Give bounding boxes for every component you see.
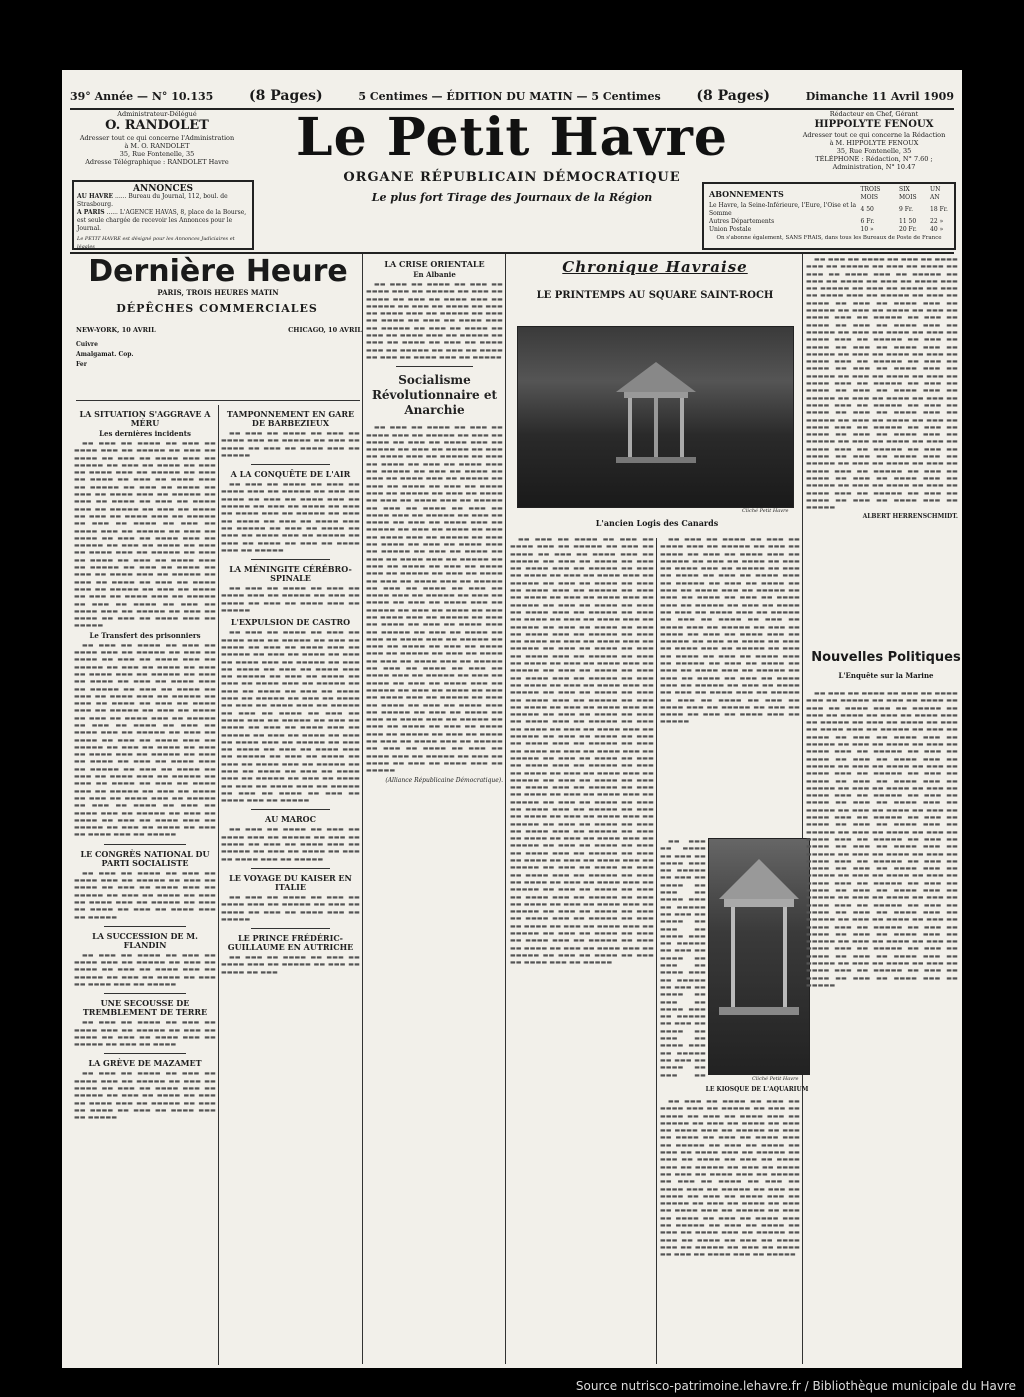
separator [251,868,330,869]
separator [104,926,186,927]
paris-text: L'AGENCE HAVAS, 8, place de la Bourse, est seule chargée de recevoir les Annonces pour le Journal. [77,209,247,232]
abo-cell: 18 Fr. [930,206,948,213]
text-block: ▬▬ ▬▬▬ ▬▬ ▬▬▬▬ ▬▬ ▬▬▬ ▬▬ ▬▬▬▬ ▬▬▬ ▬▬ ▬▬▬▬▬ ▬▬ ▬▬▬ ▬▬ ▬▬▬▬ ▬▬ ▬▬▬ ▬▬ ▬▬▬▬ ▬▬▬ ▬▬ ▬▬▬▬▬ ▬▬ ▬▬▬ ▬▬ ▬▬▬▬ ▬▬ ▬▬▬ ▬▬ ▬▬▬▬ ▬▬▬ ▬▬ ▬▬▬▬▬ ▬▬ ▬▬▬ ▬▬ ▬▬▬▬ ▬▬ ▬▬▬ ▬▬ ▬▬▬▬ ▬▬▬ ▬▬ ▬▬▬▬▬ ▬▬ ▬▬▬ ▬▬ ▬▬▬▬ ▬▬ ▬▬▬ ▬▬ ▬▬▬▬ ▬▬▬ ▬▬ ▬▬▬▬▬ ▬▬ ▬▬▬ ▬▬ ▬▬▬▬ ▬▬ ▬▬▬ ▬▬ ▬▬▬▬ ▬▬▬ ▬▬ ▬▬▬▬▬ ▬▬ ▬▬▬ ▬▬ ▬▬▬▬ ▬▬ ▬▬▬ ▬▬ ▬▬▬▬ ▬▬▬ ▬▬ ▬▬▬▬▬ ▬▬ ▬▬▬ ▬▬ ▬▬▬▬ ▬▬ ▬▬▬ ▬▬ ▬▬▬▬ ▬▬▬ ▬▬ ▬▬▬▬▬ ▬▬ ▬▬▬ ▬▬ ▬▬▬▬ ▬▬ ▬▬▬ ▬▬ ▬▬▬▬ ▬▬▬ ▬▬ ▬▬▬▬▬ ▬▬ ▬▬▬ ▬▬ ▬▬▬▬ ▬▬ ▬▬▬ ▬▬ ▬▬▬▬ ▬▬▬ ▬▬ ▬▬▬▬▬ ▬▬ ▬▬▬ ▬▬ ▬▬▬▬ ▬▬ ▬▬▬ ▬▬ ▬▬▬▬ ▬▬▬ ▬▬ ▬▬▬▬▬ ▬▬ ▬▬▬ ▬▬ ▬▬▬▬ ▬▬ ▬▬▬ ▬▬ ▬▬▬▬ ▬▬▬ ▬▬ ▬▬▬▬▬ ▬▬ ▬▬▬ ▬▬ ▬▬▬▬ ▬▬ ▬▬▬ ▬▬ ▬▬▬▬ ▬▬▬ ▬▬ ▬▬▬▬▬ ▬▬ ▬▬▬ ▬▬ ▬▬▬▬ ▬▬ ▬▬▬ ▬▬ ▬▬▬▬ ▬▬▬ ▬▬ ▬▬▬▬▬ ▬▬ ▬▬▬ ▬▬ ▬▬▬▬ ▬▬ ▬▬▬ ▬▬ ▬▬▬▬ ▬▬▬ ▬▬ ▬▬▬▬▬ [221,629,360,805]
editor-line-4: TÉLÉPHONE : Rédaction, N° 7.60 ; Administration, N° 10.47 [815,155,933,171]
annonces-paris: A PARIS ...... L'AGENCE HAVAS, 8, place de la Bourse, est seule chargée de recevoir les Annonces pour le Journal. [77,209,247,232]
administrator-name: O. RANDOLET [105,118,209,133]
text-block: ▬▬ ▬▬▬ ▬▬ ▬▬▬▬ ▬▬ ▬▬▬ ▬▬ ▬▬▬▬ ▬▬▬ ▬▬ ▬▬▬▬▬ ▬▬ ▬▬▬ ▬▬ ▬▬▬▬ ▬▬ ▬▬▬ ▬▬ ▬▬▬▬ ▬▬▬ ▬▬ ▬▬▬▬▬ [221,893,360,923]
abonnements-table [707,186,951,234]
chicago-label: CHICAGO, 10 AVRIL [288,326,362,334]
chronique-subtitle: LE PRINTEMPS AU SQUARE SAINT-ROCH [536,290,774,301]
issue-date: Dimanche 11 Avril 1909 [805,89,954,103]
column-3 [366,256,503,1361]
abo-row-label: Autres Départements [709,218,775,225]
alliance-signature: (Alliance Républicaine Démocratique). [385,776,503,784]
text-block: ▬▬ ▬▬▬ ▬▬ ▬▬▬▬ ▬▬ ▬▬▬ ▬▬ ▬▬▬▬ ▬▬▬ ▬▬ ▬▬▬▬▬ ▬▬ ▬▬▬ ▬▬ ▬▬▬▬ ▬▬ ▬▬▬ ▬▬ ▬▬▬▬ ▬▬▬ ▬▬ ▬▬▬▬▬ ▬▬ ▬▬▬ ▬▬ ▬▬▬▬ ▬▬ ▬▬▬ ▬▬ ▬▬▬▬ ▬▬▬ ▬▬ ▬▬▬▬▬ ▬▬ ▬▬▬ ▬▬ ▬▬▬▬ ▬▬ ▬▬▬ ▬▬ ▬▬▬▬ ▬▬▬ ▬▬ ▬▬▬▬▬ ▬▬ ▬▬▬ ▬▬ ▬▬▬▬ ▬▬ ▬▬▬ ▬▬ ▬▬▬▬ ▬▬▬ ▬▬ ▬▬▬▬▬ ▬▬ ▬▬▬ ▬▬ ▬▬▬▬ ▬▬ ▬▬▬ ▬▬ ▬▬▬▬ ▬▬▬ ▬▬ ▬▬▬▬▬ ▬▬ ▬▬▬ ▬▬ ▬▬▬▬ ▬▬ ▬▬▬ ▬▬ ▬▬▬▬ ▬▬▬ ▬▬ ▬▬▬▬▬ ▬▬ ▬▬▬ ▬▬ ▬▬▬▬ ▬▬ ▬▬▬ ▬▬ ▬▬▬▬ ▬▬▬ ▬▬ ▬▬▬▬▬ ▬▬ ▬▬▬ ▬▬ ▬▬▬▬ ▬▬ ▬▬▬ ▬▬ ▬▬▬▬ ▬▬▬ ▬▬ ▬▬▬▬▬ ▬▬ ▬▬▬ ▬▬ ▬▬▬▬ ▬▬ ▬▬▬ ▬▬ ▬▬▬▬ ▬▬▬ ▬▬ ▬▬▬▬▬ ▬▬ ▬▬▬ ▬▬ ▬▬▬▬ ▬▬ ▬▬▬ ▬▬ ▬▬▬▬ ▬▬▬ ▬▬ ▬▬▬▬▬ ▬▬ ▬▬▬ ▬▬ ▬▬▬▬ ▬▬ ▬▬▬ ▬▬ ▬▬▬▬ ▬▬▬ ▬▬ ▬▬▬▬▬ ▬▬ ▬▬▬ ▬▬ ▬▬▬▬ ▬▬ ▬▬▬ ▬▬ ▬▬▬▬ ▬▬▬ ▬▬ ▬▬▬▬▬ ▬▬ ▬▬▬ ▬▬ ▬▬▬▬ ▬▬ ▬▬▬ ▬▬ ▬▬▬▬ ▬▬▬ ▬▬ ▬▬▬▬▬ [660,1098,800,1259]
masthead-tagline: Le plus fort Tirage des Journaux de la Région [371,191,653,204]
administrator-role: Administrateur-Délégué [117,110,197,118]
text-block: ▬▬ ▬▬▬ ▬▬ ▬▬▬▬ ▬▬ ▬▬▬ ▬▬ ▬▬▬▬ ▬▬▬ ▬▬ ▬▬▬▬▬ ▬▬ ▬▬▬ ▬▬ ▬▬▬▬ ▬▬ ▬▬▬ ▬▬ ▬▬▬▬ ▬▬▬ ▬▬ ▬▬▬▬▬ ▬▬ ▬▬▬ ▬▬ ▬▬▬▬ ▬▬ ▬▬▬ ▬▬ ▬▬▬▬ ▬▬▬ ▬▬ ▬▬▬▬▬ ▬▬ ▬▬▬ ▬▬ ▬▬▬▬ ▬▬ ▬▬▬ ▬▬ ▬▬▬▬ ▬▬▬ ▬▬ ▬▬▬▬▬ ▬▬ ▬▬▬ ▬▬ ▬▬▬▬ ▬▬ ▬▬▬ ▬▬ ▬▬▬▬ ▬▬▬ ▬▬ ▬▬▬▬▬ ▬▬ ▬▬▬ ▬▬ ▬▬▬▬ ▬▬ ▬▬▬ ▬▬ ▬▬▬▬ ▬▬▬ ▬▬ ▬▬▬▬▬ ▬▬ ▬▬▬ ▬▬ ▬▬▬▬ ▬▬ ▬▬▬ ▬▬ ▬▬▬▬ ▬▬▬ ▬▬ ▬▬▬▬▬ ▬▬ ▬▬▬ ▬▬ ▬▬▬▬ ▬▬ ▬▬▬ ▬▬ ▬▬▬▬ ▬▬▬ ▬▬ ▬▬▬▬▬ ▬▬ ▬▬▬ ▬▬ ▬▬▬▬ ▬▬ ▬▬▬ ▬▬ ▬▬▬▬ ▬▬▬ ▬▬ ▬▬▬▬▬ ▬▬ ▬▬▬ ▬▬ ▬▬▬▬ ▬▬ ▬▬▬ ▬▬ ▬▬▬▬ ▬▬▬ ▬▬ ▬▬▬▬▬ ▬▬ ▬▬▬ ▬▬ ▬▬▬▬ ▬▬ ▬▬▬ ▬▬ ▬▬▬▬ ▬▬▬ ▬▬ ▬▬▬▬▬ ▬▬ ▬▬▬ ▬▬ ▬▬▬▬ ▬▬ ▬▬▬ ▬▬ ▬▬▬▬ ▬▬▬ ▬▬ ▬▬▬▬▬ ▬▬ ▬▬▬ ▬▬ ▬▬▬▬ ▬▬ ▬▬▬ ▬▬ ▬▬▬▬ ▬▬▬ ▬▬ ▬▬▬▬▬ ▬▬ ▬▬▬ ▬▬ ▬▬▬▬ ▬▬ ▬▬▬ ▬▬ ▬▬▬▬ ▬▬▬ ▬▬ ▬▬▬▬▬ ▬▬ ▬▬▬ ▬▬ ▬▬▬▬ ▬▬ ▬▬▬ ▬▬ ▬▬▬▬ ▬▬▬ ▬▬ ▬▬▬▬▬ ▬▬ ▬▬▬ ▬▬ ▬▬▬▬ ▬▬ ▬▬▬ ▬▬ ▬▬▬▬ ▬▬▬ ▬▬ ▬▬▬▬▬ ▬▬ ▬▬▬ ▬▬ ▬▬▬▬ ▬▬ ▬▬▬ ▬▬ ▬▬▬▬ ▬▬▬ ▬▬ ▬▬▬▬▬ ▬▬ ▬▬▬ ▬▬ ▬▬▬▬ ▬▬ ▬▬▬ ▬▬ ▬▬▬▬ ▬▬▬ ▬▬ ▬▬▬▬▬ ▬▬ ▬▬▬ ▬▬ ▬▬▬▬ ▬▬ ▬▬▬ ▬▬ ▬▬▬▬ ▬▬▬ ▬▬ ▬▬▬▬▬ ▬▬ ▬▬▬ ▬▬ ▬▬▬▬ ▬▬ ▬▬▬ ▬▬ ▬▬▬▬ ▬▬▬ ▬▬ ▬▬▬▬▬ ▬▬ ▬▬▬ ▬▬ ▬▬▬▬ ▬▬ ▬▬▬ ▬▬ ▬▬▬▬ ▬▬▬ ▬▬ ▬▬▬▬▬ ▬▬ ▬▬▬ ▬▬ ▬▬▬▬ ▬▬ ▬▬▬ ▬▬ ▬▬▬▬ ▬▬▬ ▬▬ ▬▬▬▬▬ ▬▬ ▬▬▬ ▬▬ ▬▬▬▬ ▬▬ ▬▬▬ ▬▬ ▬▬▬▬ ▬▬▬ ▬▬ ▬▬▬▬▬ ▬▬ ▬▬▬ ▬▬ ▬▬▬▬ ▬▬ ▬▬▬ ▬▬ ▬▬▬▬ ▬▬▬ ▬▬ ▬▬▬▬▬ ▬▬ ▬▬▬ ▬▬ ▬▬▬▬ ▬▬ ▬▬▬ ▬▬ ▬▬▬▬ ▬▬▬ ▬▬ ▬▬▬▬▬ ▬▬ ▬▬▬ ▬▬ ▬▬▬▬ ▬▬ ▬▬▬ ▬▬ ▬▬▬▬ ▬▬▬ ▬▬ ▬▬▬▬▬ ▬▬ ▬▬▬ ▬▬ ▬▬▬▬ ▬▬ ▬▬▬ ▬▬ ▬▬▬▬ ▬▬▬ ▬▬ ▬▬▬▬▬ ▬▬ ▬▬▬ ▬▬ ▬▬▬▬ ▬▬ ▬▬▬ ▬▬ ▬▬▬▬ ▬▬▬ ▬▬ ▬▬▬▬▬ ▬▬ ▬▬▬ ▬▬ ▬▬▬▬ ▬▬ ▬▬▬ ▬▬ ▬▬▬▬ ▬▬▬ ▬▬ ▬▬▬▬▬ ▬▬ ▬▬▬ ▬▬ ▬▬▬▬ ▬▬ ▬▬▬ ▬▬ ▬▬▬▬ ▬▬▬ ▬▬ ▬▬▬▬▬ ▬▬ ▬▬▬ ▬▬ ▬▬▬▬ ▬▬ ▬▬▬ ▬▬ ▬▬▬▬ ▬▬▬ ▬▬ ▬▬▬▬▬ ▬▬ ▬▬▬ ▬▬ ▬▬▬▬ ▬▬ ▬▬▬ ▬▬ ▬▬▬▬ ▬▬▬ ▬▬ ▬▬▬▬▬ ▬▬ ▬▬▬ ▬▬ ▬▬▬▬ ▬▬ ▬▬▬ ▬▬ ▬▬▬▬ ▬▬▬ ▬▬ ▬▬▬▬▬ ▬▬ ▬▬▬ ▬▬ ▬▬▬▬ ▬▬ ▬▬▬ ▬▬ ▬▬▬▬ ▬▬▬ ▬▬ ▬▬▬▬▬ ▬▬ ▬▬▬ ▬▬ ▬▬▬▬ ▬▬ ▬▬▬ ▬▬ ▬▬▬▬ ▬▬▬ ▬▬ ▬▬▬▬▬ ▬▬ ▬▬▬ ▬▬ ▬▬▬▬ ▬▬ ▬▬▬ ▬▬ ▬▬▬▬ ▬▬▬ ▬▬ ▬▬▬▬▬ ▬▬ ▬▬▬ ▬▬ ▬▬▬▬ ▬▬ ▬▬▬ ▬▬ ▬▬▬▬ ▬▬▬ ▬▬ ▬▬▬▬▬ ▬▬ ▬▬▬ ▬▬ ▬▬▬▬ ▬▬ ▬▬▬ ▬▬ ▬▬▬▬ ▬▬▬ ▬▬ ▬▬▬▬▬ ▬▬ ▬▬▬ ▬▬ ▬▬▬▬ ▬▬ ▬▬▬ ▬▬ ▬▬▬▬ ▬▬▬ ▬▬ ▬▬▬▬▬ [510,536,654,967]
derniere-heure-subtitle: PARIS, TROIS HEURES MATIN [157,288,279,297]
derniere-heure-header [76,256,360,297]
ny-row: Amalgamat. Cop. [76,351,134,358]
headline-air: A LA CONQUÊTE DE L'AIR [230,469,351,480]
masthead-subtitle: ORGANE RÉPUBLICAIN DÉMOCRATIQUE [343,170,681,185]
annonces-box [72,180,254,250]
column-5-bottom [660,1098,800,1361]
text-block: ▬▬ ▬▬▬ ▬▬ ▬▬▬▬ ▬▬ ▬▬▬ ▬▬ ▬▬▬▬ ▬▬▬ ▬▬ ▬▬▬▬▬ ▬▬ ▬▬▬ ▬▬ ▬▬▬▬ ▬▬ ▬▬▬ ▬▬ ▬▬▬▬ ▬▬▬ ▬▬ ▬▬▬▬▬ ▬▬ ▬▬▬ ▬▬ ▬▬▬▬ ▬▬ ▬▬▬ ▬▬ ▬▬▬▬ ▬▬▬ ▬▬ ▬▬▬▬▬ ▬▬ ▬▬▬ ▬▬ ▬▬▬▬ ▬▬ ▬▬▬ ▬▬ ▬▬▬▬ ▬▬▬ ▬▬ ▬▬▬▬▬ ▬▬ ▬▬▬ ▬▬ ▬▬▬▬ ▬▬ ▬▬▬ ▬▬ ▬▬▬▬ ▬▬▬ ▬▬ ▬▬▬▬▬ ▬▬ ▬▬▬ ▬▬ ▬▬▬▬ ▬▬ ▬▬▬ ▬▬ ▬▬▬▬ ▬▬▬ ▬▬ ▬▬▬▬▬ ▬▬ ▬▬▬ ▬▬ ▬▬▬▬ ▬▬ ▬▬▬ ▬▬ ▬▬▬▬ ▬▬▬ ▬▬ ▬▬▬▬▬ ▬▬ ▬▬▬ ▬▬ ▬▬▬▬ ▬▬ ▬▬▬ ▬▬ ▬▬▬▬ ▬▬▬ ▬▬ ▬▬▬▬▬ ▬▬ ▬▬▬ ▬▬ ▬▬▬▬ ▬▬ ▬▬▬ ▬▬ ▬▬▬▬ ▬▬▬ ▬▬ ▬▬▬▬▬ ▬▬ ▬▬▬ ▬▬ ▬▬▬▬ ▬▬ ▬▬▬ ▬▬ ▬▬▬▬ ▬▬▬ ▬▬ ▬▬▬▬▬ ▬▬ ▬▬▬ ▬▬ ▬▬▬▬ ▬▬ ▬▬▬ ▬▬ ▬▬▬▬ ▬▬▬ ▬▬ ▬▬▬▬▬ ▬▬ ▬▬▬ ▬▬ ▬▬▬▬ ▬▬ ▬▬▬ ▬▬ ▬▬▬▬ ▬▬▬ ▬▬ ▬▬▬▬▬ ▬▬ ▬▬▬ ▬▬ ▬▬▬▬ ▬▬ ▬▬▬ ▬▬ ▬▬▬▬ ▬▬▬ ▬▬ ▬▬▬▬▬ ▬▬ ▬▬▬ ▬▬ ▬▬▬▬ ▬▬ ▬▬▬ ▬▬ ▬▬▬▬ ▬▬▬ ▬▬ ▬▬▬▬▬ ▬▬ ▬▬▬ ▬▬ ▬▬▬▬ ▬▬ ▬▬▬ ▬▬ ▬▬▬▬ ▬▬▬ ▬▬ ▬▬▬▬▬ ▬▬ ▬▬▬ ▬▬ ▬▬▬▬ ▬▬ ▬▬▬ ▬▬ ▬▬▬▬ ▬▬▬ ▬▬ ▬▬▬▬▬ ▬▬ ▬▬▬ ▬▬ ▬▬▬▬ ▬▬ ▬▬▬ ▬▬ ▬▬▬▬ ▬▬▬ ▬▬ ▬▬▬▬▬ [74,641,216,839]
text-block: ▬▬ ▬▬▬ ▬▬ ▬▬▬▬ ▬▬ ▬▬▬ ▬▬ ▬▬▬▬ ▬▬▬ ▬▬ ▬▬▬▬▬ ▬▬ ▬▬▬ ▬▬ ▬▬▬▬ ▬▬ ▬▬▬ ▬▬ ▬▬▬▬ ▬▬▬ ▬▬ ▬▬▬▬▬ ▬▬ ▬▬▬ ▬▬ ▬▬▬▬ ▬▬ ▬▬▬ ▬▬ ▬▬▬▬ ▬▬▬ ▬▬ ▬▬▬▬▬ ▬▬ ▬▬▬ ▬▬ ▬▬▬▬ ▬▬ ▬▬▬ ▬▬ ▬▬▬▬ ▬▬▬ ▬▬ ▬▬▬▬▬ ▬▬ ▬▬▬ ▬▬ ▬▬▬▬ ▬▬ ▬▬▬ ▬▬ ▬▬▬▬ ▬▬▬ ▬▬ ▬▬▬▬▬ ▬▬ ▬▬▬ ▬▬ ▬▬▬▬ ▬▬ ▬▬▬ ▬▬ ▬▬▬▬ ▬▬▬ ▬▬ ▬▬▬▬▬ ▬▬ ▬▬▬ ▬▬ ▬▬▬▬ ▬▬ ▬▬▬ ▬▬ ▬▬▬▬ ▬▬▬ ▬▬ ▬▬▬▬▬ ▬▬ ▬▬▬ ▬▬ ▬▬▬▬ ▬▬ ▬▬▬ ▬▬ ▬▬▬▬ ▬▬▬ ▬▬ ▬▬▬▬▬ ▬▬ ▬▬▬ ▬▬ ▬▬▬▬ ▬▬ ▬▬▬ ▬▬ ▬▬▬▬ ▬▬▬ ▬▬ ▬▬▬▬▬ ▬▬ ▬▬▬ ▬▬ ▬▬▬▬ ▬▬ ▬▬▬ ▬▬ ▬▬▬▬ ▬▬▬ ▬▬ ▬▬▬▬▬ ▬▬ ▬▬▬ ▬▬ ▬▬▬▬ ▬▬ ▬▬▬ ▬▬ ▬▬▬▬ ▬▬▬ ▬▬ ▬▬▬▬▬ ▬▬ ▬▬▬ ▬▬ ▬▬▬▬ ▬▬ ▬▬▬ ▬▬ ▬▬▬▬ ▬▬▬ ▬▬ ▬▬▬▬▬ ▬▬ ▬▬▬ ▬▬ ▬▬▬▬ ▬▬ ▬▬▬ ▬▬ ▬▬▬▬ ▬▬▬ ▬▬ ▬▬▬▬▬ ▬▬ ▬▬▬ ▬▬ ▬▬▬▬ ▬▬ ▬▬▬ ▬▬ ▬▬▬▬ ▬▬▬ ▬▬ ▬▬▬▬▬ ▬▬ ▬▬▬ ▬▬ ▬▬▬▬ ▬▬ ▬▬▬ ▬▬ ▬▬▬▬ ▬▬▬ ▬▬ ▬▬▬▬▬ ▬▬ ▬▬▬ ▬▬ ▬▬▬▬ ▬▬ ▬▬▬ ▬▬ ▬▬▬▬ ▬▬▬ ▬▬ ▬▬▬▬▬ [660,536,800,726]
separator [104,844,186,845]
pages-right: (8 Pages) [696,88,771,104]
abonnements-note: On s'abonne également, SANS FRAIS, dans tous les Bureaux de Poste de France [716,235,942,241]
column-5-narrow [660,838,706,1078]
pages-left: (8 Pages) [249,88,323,104]
photo-kiosque-aquarium [708,838,810,1075]
text-block: ▬▬ ▬▬▬ ▬▬ ▬▬▬▬ ▬▬ ▬▬▬ ▬▬ ▬▬▬▬ ▬▬▬ ▬▬ ▬▬▬▬▬ ▬▬ ▬▬▬ ▬▬ ▬▬▬▬ ▬▬ ▬▬▬ ▬▬ ▬▬▬▬ ▬▬▬ ▬▬ ▬▬▬▬▬ ▬▬ ▬▬▬ ▬▬ ▬▬▬▬ ▬▬ ▬▬▬ ▬▬ ▬▬▬▬ ▬▬▬ ▬▬ ▬▬▬▬▬ ▬▬ ▬▬▬ ▬▬ ▬▬▬▬ ▬▬ ▬▬▬ ▬▬ ▬▬▬▬ ▬▬▬ ▬▬ ▬▬▬▬▬ ▬▬ ▬▬▬ ▬▬ ▬▬▬▬ ▬▬ ▬▬▬ ▬▬ ▬▬▬▬ ▬▬▬ ▬▬ ▬▬▬▬▬ ▬▬ ▬▬▬ ▬▬ ▬▬▬▬ ▬▬ ▬▬▬ ▬▬ ▬▬▬▬ ▬▬▬ ▬▬ ▬▬▬▬▬ ▬▬ ▬▬▬ ▬▬ ▬▬▬▬ ▬▬ ▬▬▬ ▬▬ ▬▬▬▬ ▬▬▬ ▬▬ ▬▬▬▬▬ ▬▬ ▬▬▬ ▬▬ ▬▬▬▬ ▬▬ ▬▬▬ ▬▬ ▬▬▬▬ ▬▬▬ ▬▬ ▬▬▬▬▬ ▬▬ ▬▬▬ ▬▬ ▬▬▬▬ ▬▬ ▬▬▬ ▬▬ ▬▬▬▬ ▬▬▬ ▬▬ ▬▬▬▬▬ ▬▬ ▬▬▬ ▬▬ ▬▬▬▬ ▬▬ ▬▬▬ ▬▬ ▬▬▬▬ ▬▬▬ ▬▬ ▬▬▬▬▬ ▬▬ ▬▬▬ ▬▬ ▬▬▬▬ ▬▬ ▬▬▬ ▬▬ ▬▬▬▬ ▬▬▬ ▬▬ ▬▬▬▬▬ ▬▬ ▬▬▬ ▬▬ ▬▬▬▬ ▬▬ ▬▬▬ ▬▬ ▬▬▬▬ ▬▬▬ ▬▬ ▬▬▬▬▬ ▬▬ ▬▬▬ ▬▬ ▬▬▬▬ ▬▬ ▬▬▬ ▬▬ ▬▬▬▬ ▬▬▬ ▬▬ ▬▬▬▬▬ ▬▬ ▬▬▬ ▬▬ ▬▬▬▬ ▬▬ ▬▬▬ ▬▬ ▬▬▬▬ ▬▬▬ ▬▬ ▬▬▬▬▬ ▬▬ ▬▬▬ ▬▬ ▬▬▬▬ ▬▬ ▬▬▬ ▬▬ ▬▬▬▬ ▬▬▬ ▬▬ ▬▬▬▬▬ ▬▬ ▬▬▬ ▬▬ ▬▬▬▬ ▬▬ ▬▬▬ ▬▬ ▬▬▬▬ ▬▬▬ ▬▬ ▬▬▬▬▬ ▬▬ ▬▬▬ ▬▬ ▬▬▬▬ ▬▬ ▬▬▬ ▬▬ ▬▬▬▬ ▬▬▬ ▬▬ ▬▬▬▬▬ ▬▬ ▬▬▬ ▬▬ ▬▬▬▬ ▬▬ ▬▬▬ ▬▬ ▬▬▬▬ ▬▬▬ ▬▬ ▬▬▬▬▬ ▬▬ ▬▬▬ ▬▬ ▬▬▬▬ ▬▬ ▬▬▬ ▬▬ ▬▬▬▬ ▬▬▬ ▬▬ ▬▬▬▬▬ ▬▬ ▬▬▬ ▬▬ ▬▬▬▬ ▬▬ ▬▬▬ ▬▬ ▬▬▬▬ ▬▬▬ ▬▬ ▬▬▬▬▬ ▬▬ ▬▬▬ ▬▬ ▬▬▬▬ ▬▬ ▬▬▬ ▬▬ ▬▬▬▬ ▬▬▬ ▬▬ ▬▬▬▬▬ ▬▬ ▬▬▬ ▬▬ ▬▬▬▬ ▬▬ ▬▬▬ ▬▬ ▬▬▬▬ ▬▬▬ ▬▬ ▬▬▬▬▬ ▬▬ ▬▬▬ ▬▬ ▬▬▬▬ ▬▬ ▬▬▬ ▬▬ ▬▬▬▬ ▬▬▬ ▬▬ ▬▬▬▬▬ [806,256,958,512]
text-block: ▬▬ ▬▬▬ ▬▬ ▬▬▬▬ ▬▬ ▬▬▬ ▬▬ ▬▬▬▬ ▬▬▬ ▬▬ ▬▬▬▬▬ ▬▬ ▬▬▬ ▬▬ ▬▬▬▬ ▬▬ ▬▬▬ ▬▬ ▬▬▬▬ ▬▬▬ ▬▬ ▬▬▬▬▬ ▬▬ ▬▬▬ ▬▬ ▬▬▬▬ ▬▬ ▬▬▬ ▬▬ ▬▬▬▬ ▬▬▬ ▬▬ ▬▬▬▬▬ [74,951,216,988]
source-attribution: Source nutrisco-patrimoine.lehavre.fr / Bibliothèque municipale du Havre [575,1379,1016,1393]
text-block: ▬▬ ▬▬▬ ▬▬ ▬▬▬▬ ▬▬ ▬▬▬ ▬▬ ▬▬▬▬ ▬▬▬ ▬▬ ▬▬▬▬▬ ▬▬ ▬▬▬ ▬▬ ▬▬▬▬ ▬▬ ▬▬▬ [221,954,360,976]
abo-cell: 4 50 [860,206,874,213]
text-block: ▬▬ ▬▬▬ ▬▬ ▬▬▬▬ ▬▬ ▬▬▬ ▬▬ ▬▬▬▬ ▬▬▬ ▬▬ ▬▬▬▬▬ ▬▬ ▬▬▬ ▬▬ ▬▬▬▬ ▬▬ ▬▬▬ ▬▬ ▬▬▬▬ ▬▬▬ ▬▬ ▬▬▬▬▬ ▬▬ ▬▬▬ ▬▬ ▬▬▬▬ ▬▬ ▬▬▬ ▬▬ ▬▬▬▬ ▬▬▬ ▬▬ ▬▬▬▬▬ ▬▬ ▬▬▬ ▬▬ ▬▬▬▬ ▬▬ ▬▬▬ ▬▬ ▬▬▬▬ ▬▬▬ ▬▬ ▬▬▬▬▬ ▬▬ ▬▬▬ ▬▬ ▬▬▬▬ ▬▬ ▬▬▬ ▬▬ ▬▬▬▬ ▬▬▬ ▬▬ ▬▬▬▬▬ ▬▬ ▬▬▬ ▬▬ ▬▬▬▬ ▬▬ ▬▬▬ ▬▬ ▬▬▬▬ ▬▬▬ ▬▬ ▬▬▬▬▬ [221,481,360,554]
text-block: ▬▬ ▬▬▬ ▬▬ ▬▬▬▬ ▬▬ ▬▬▬ ▬▬ ▬▬▬▬ ▬▬▬ ▬▬ ▬▬▬▬▬ ▬▬ ▬▬▬ ▬▬ ▬▬▬▬ ▬▬ ▬▬▬ ▬▬ ▬▬▬▬ ▬▬▬ ▬▬ ▬▬▬▬▬ ▬▬ ▬▬▬ ▬▬ ▬▬▬▬ ▬▬ ▬▬▬ ▬▬ ▬▬▬▬ ▬▬▬ ▬▬ ▬▬▬▬▬ ▬▬ ▬▬▬ ▬▬ ▬▬▬▬ ▬▬ ▬▬▬ ▬▬ ▬▬▬▬ ▬▬▬ ▬▬ ▬▬▬▬▬ ▬▬ ▬▬▬ ▬▬ ▬▬▬▬ ▬▬ ▬▬▬ ▬▬ ▬▬▬▬ ▬▬▬ ▬▬ ▬▬▬▬▬ ▬▬ ▬▬▬ ▬▬ ▬▬▬▬ ▬▬ ▬▬▬ ▬▬ ▬▬▬▬ ▬▬▬ ▬▬ ▬▬▬▬▬ ▬▬ ▬▬▬ ▬▬ ▬▬▬▬ ▬▬ ▬▬▬ ▬▬ ▬▬▬▬ ▬▬▬ ▬▬ ▬▬▬▬▬ ▬▬ ▬▬▬ ▬▬ ▬▬▬▬ ▬▬ ▬▬▬ ▬▬ ▬▬▬▬ ▬▬▬ ▬▬ ▬▬▬▬▬ ▬▬ ▬▬▬ ▬▬ ▬▬▬▬ ▬▬ ▬▬▬ ▬▬ ▬▬▬▬ ▬▬▬ ▬▬ ▬▬▬▬▬ ▬▬ ▬▬▬ ▬▬ ▬▬▬▬ ▬▬ ▬▬▬ ▬▬ ▬▬▬▬ ▬▬▬ ▬▬ ▬▬▬▬▬ ▬▬ ▬▬▬ ▬▬ ▬▬▬▬ ▬▬ ▬▬▬ ▬▬ ▬▬▬▬ ▬▬▬ ▬▬ ▬▬▬▬▬ ▬▬ ▬▬▬ ▬▬ ▬▬▬▬ ▬▬ ▬▬▬ ▬▬ ▬▬▬▬ ▬▬▬ ▬▬ ▬▬▬▬▬ ▬▬ ▬▬▬ ▬▬ ▬▬▬▬ ▬▬ ▬▬▬ ▬▬ ▬▬▬▬ ▬▬▬ ▬▬ ▬▬▬▬▬ ▬▬ ▬▬▬ ▬▬ ▬▬▬▬ ▬▬ ▬▬▬ ▬▬ ▬▬▬▬ ▬▬▬ ▬▬ ▬▬▬▬▬ ▬▬ ▬▬▬ ▬▬ ▬▬▬▬ ▬▬ ▬▬▬ ▬▬ ▬▬▬▬ ▬▬▬ ▬▬ ▬▬▬▬▬ ▬▬ ▬▬▬ ▬▬ ▬▬▬▬ ▬▬ ▬▬▬ ▬▬ ▬▬▬▬ ▬▬▬ ▬▬ ▬▬▬▬▬ ▬▬ ▬▬▬ ▬▬ ▬▬▬▬ ▬▬ ▬▬▬ ▬▬ ▬▬▬▬ ▬▬▬ ▬▬ ▬▬▬▬▬ ▬▬ ▬▬▬ ▬▬ ▬▬▬▬ ▬▬ ▬▬▬ ▬▬ ▬▬▬▬ ▬▬▬ ▬▬ ▬▬▬▬▬ ▬▬ ▬▬▬ ▬▬ ▬▬▬▬ ▬▬ ▬▬▬ ▬▬ ▬▬▬▬ ▬▬▬ ▬▬ ▬▬▬▬▬ ▬▬ ▬▬▬ ▬▬ ▬▬▬▬ ▬▬ ▬▬▬ ▬▬ ▬▬▬▬ ▬▬▬ ▬▬ ▬▬▬▬▬ ▬▬ ▬▬▬ ▬▬ ▬▬▬▬ ▬▬ ▬▬▬ ▬▬ ▬▬▬▬ ▬▬▬ ▬▬ ▬▬▬▬▬ ▬▬ ▬▬▬ ▬▬ ▬▬▬▬ ▬▬ ▬▬▬ ▬▬ ▬▬▬▬ ▬▬▬ ▬▬ ▬▬▬▬▬ ▬▬ ▬▬▬ ▬▬ ▬▬▬▬ ▬▬ ▬▬▬ ▬▬ ▬▬▬▬ ▬▬▬ ▬▬ ▬▬▬▬▬ ▬▬ ▬▬▬ ▬▬ ▬▬▬▬ ▬▬ ▬▬▬ ▬▬ ▬▬▬▬ ▬▬▬ ▬▬ ▬▬▬▬▬ ▬▬ ▬▬▬ ▬▬ ▬▬▬▬ ▬▬ ▬▬▬ ▬▬ ▬▬▬▬ ▬▬▬ ▬▬ ▬▬▬▬▬ ▬▬ ▬▬▬ ▬▬ ▬▬▬▬ ▬▬ ▬▬▬ ▬▬ ▬▬▬▬ ▬▬▬ ▬▬ ▬▬▬▬▬ ▬▬ ▬▬▬ ▬▬ ▬▬▬▬ ▬▬ ▬▬▬ ▬▬ ▬▬▬▬ ▬▬▬ ▬▬ ▬▬▬▬▬ [806,690,958,989]
masthead-title: Le Petit Havre [296,107,728,168]
abo-row-label: Union Postale [709,226,752,233]
column-6-top [806,256,958,641]
headline-prince: LE PRINCE FRÉDÉRIC-GUILLAUME EN AUTRICHE [227,933,354,953]
text-block: ▬▬ ▬▬▬ ▬▬ ▬▬▬▬ ▬▬ ▬▬▬ ▬▬ ▬▬▬▬ ▬▬▬ ▬▬ ▬▬▬▬▬ ▬▬ ▬▬▬ ▬▬ ▬▬▬▬ ▬▬ ▬▬▬ ▬▬ ▬▬▬▬ ▬▬▬ ▬▬ ▬▬▬▬▬ ▬▬ ▬▬▬ ▬▬ ▬▬▬▬ ▬▬ ▬▬▬ ▬▬ ▬▬▬▬ ▬▬▬ ▬▬ ▬▬▬▬▬ ▬▬ ▬▬▬ ▬▬ ▬▬▬▬ ▬▬ ▬▬▬ ▬▬ ▬▬▬▬ ▬▬▬ ▬▬ ▬▬▬▬▬ ▬▬ ▬▬▬ ▬▬ ▬▬▬▬ ▬▬ ▬▬▬ ▬▬ ▬▬▬▬ ▬▬▬ ▬▬ ▬▬▬▬▬ ▬▬ ▬▬▬ ▬▬ ▬▬▬▬ ▬▬ ▬▬▬ ▬▬ ▬▬▬▬ ▬▬▬ ▬▬ ▬▬▬▬▬ ▬▬ ▬▬▬ ▬▬ ▬▬▬▬ ▬▬ ▬▬▬ ▬▬ ▬▬▬▬ ▬▬▬ ▬▬ ▬▬▬▬▬ ▬▬ ▬▬▬ ▬▬ ▬▬▬▬ ▬▬ ▬▬▬ ▬▬ ▬▬▬▬ ▬▬▬ ▬▬ ▬▬▬▬▬ ▬▬ ▬▬▬ ▬▬ ▬▬▬▬ ▬▬ ▬▬▬ ▬▬ ▬▬▬▬ ▬▬▬ ▬▬ ▬▬▬▬▬ ▬▬ ▬▬▬ ▬▬ ▬▬▬▬ ▬▬ ▬▬▬ ▬▬ ▬▬▬▬ ▬▬▬ ▬▬ ▬▬▬▬▬ ▬▬ ▬▬▬ ▬▬ ▬▬▬▬ ▬▬ ▬▬▬ ▬▬ ▬▬▬▬ ▬▬▬ ▬▬ ▬▬▬▬▬ ▬▬ ▬▬▬ ▬▬ ▬▬▬▬ ▬▬ ▬▬▬ ▬▬ ▬▬▬▬ ▬▬▬ ▬▬ ▬▬▬▬▬ ▬▬ ▬▬▬ ▬▬ ▬▬▬▬ ▬▬ ▬▬▬ ▬▬ ▬▬▬▬ ▬▬▬ ▬▬ ▬▬▬▬▬ ▬▬ ▬▬▬ ▬▬ ▬▬▬▬ ▬▬ ▬▬▬ ▬▬ ▬▬▬▬ ▬▬▬ ▬▬ ▬▬▬▬▬ ▬▬ ▬▬▬ ▬▬ ▬▬▬▬ ▬▬ ▬▬▬ ▬▬ ▬▬▬▬ ▬▬▬ ▬▬ ▬▬▬▬▬ ▬▬ ▬▬▬ ▬▬ ▬▬▬▬ ▬▬ ▬▬▬ ▬▬ ▬▬▬▬ ▬▬▬ ▬▬ ▬▬▬▬▬ ▬▬ ▬▬▬ ▬▬ ▬▬▬▬ ▬▬ ▬▬▬ ▬▬ ▬▬▬▬ ▬▬▬ ▬▬ ▬▬▬▬▬ ▬▬ ▬▬▬ ▬▬ ▬▬▬▬ ▬▬ ▬▬▬ ▬▬ ▬▬▬▬ ▬▬▬ ▬▬ ▬▬▬▬▬ ▬▬ ▬▬▬ ▬▬ ▬▬▬▬ ▬▬ ▬▬▬ ▬▬ ▬▬▬▬ ▬▬▬ ▬▬ ▬▬▬▬▬ ▬▬ ▬▬▬ ▬▬ ▬▬▬▬ ▬▬ ▬▬▬ ▬▬ ▬▬▬▬ ▬▬▬ ▬▬ ▬▬▬▬▬ ▬▬ ▬▬▬ ▬▬ ▬▬▬▬ ▬▬ ▬▬▬ ▬▬ ▬▬▬▬ ▬▬▬ ▬▬ ▬▬▬▬▬ ▬▬ ▬▬▬ ▬▬ ▬▬▬▬ ▬▬ ▬▬▬ ▬▬ ▬▬▬▬ ▬▬▬ ▬▬ ▬▬▬▬▬ ▬▬ ▬▬▬ ▬▬ ▬▬▬▬ ▬▬ ▬▬▬ ▬▬ ▬▬▬▬ ▬▬▬ ▬▬ ▬▬▬▬▬ ▬▬ ▬▬▬ ▬▬ ▬▬▬▬ ▬▬ ▬▬▬ ▬▬ ▬▬▬▬ ▬▬▬ ▬▬ ▬▬▬▬▬ ▬▬ ▬▬▬ ▬▬ ▬▬▬▬ ▬▬ ▬▬▬ ▬▬ ▬▬▬▬ ▬▬▬ ▬▬ ▬▬▬▬▬ ▬▬ ▬▬▬ ▬▬ ▬▬▬▬ ▬▬ ▬▬▬ ▬▬ ▬▬▬▬ ▬▬▬ ▬▬ ▬▬▬▬▬ ▬▬ ▬▬▬ ▬▬ ▬▬▬▬ ▬▬ ▬▬▬ ▬▬ ▬▬▬▬ ▬▬▬ ▬▬ ▬▬▬▬▬ ▬▬ ▬▬▬ ▬▬ ▬▬▬▬ ▬▬ ▬▬▬ ▬▬ ▬▬▬▬ ▬▬▬ ▬▬ ▬▬▬▬▬ ▬▬ ▬▬▬ ▬▬ ▬▬▬▬ ▬▬ ▬▬▬ ▬▬ ▬▬▬▬ ▬▬▬ ▬▬ ▬▬▬▬▬ ▬▬ ▬▬▬ ▬▬ ▬▬▬▬ ▬▬ ▬▬▬ ▬▬ ▬▬▬▬ ▬▬▬ ▬▬ ▬▬▬▬▬ [366,424,503,775]
text-block: ▬▬ ▬▬▬ ▬▬ ▬▬▬▬ ▬▬ ▬▬▬ ▬▬ ▬▬▬▬ ▬▬▬ ▬▬ ▬▬▬▬▬ ▬▬ ▬▬▬ ▬▬ ▬▬▬▬ ▬▬ ▬▬▬ ▬▬ ▬▬▬▬ ▬▬▬ ▬▬ ▬▬▬▬▬ [221,430,360,459]
text-block: ▬▬ ▬▬▬ ▬▬ ▬▬▬▬ ▬▬ ▬▬▬ ▬▬ ▬▬▬▬ ▬▬▬ ▬▬ ▬▬▬▬▬ ▬▬ ▬▬▬ ▬▬ ▬▬▬▬ ▬▬ ▬▬▬ ▬▬ ▬▬▬▬ ▬▬▬ ▬▬ ▬▬▬▬▬ ▬▬ ▬▬▬ ▬▬ ▬▬▬▬ ▬▬ ▬▬▬ ▬▬ ▬▬▬▬ ▬▬▬ ▬▬ ▬▬▬▬▬ ▬▬ ▬▬▬ ▬▬ ▬▬▬▬ ▬▬ ▬▬▬ ▬▬ ▬▬▬▬ ▬▬▬ ▬▬ ▬▬▬▬▬ ▬▬ ▬▬▬ ▬▬ ▬▬▬▬ ▬▬ ▬▬▬ ▬▬ ▬▬▬▬ ▬▬▬ ▬▬ ▬▬▬▬▬ ▬▬ ▬▬▬ ▬▬ ▬▬▬▬ ▬▬ ▬▬▬ ▬▬ ▬▬▬▬ ▬▬▬ ▬▬ ▬▬▬▬▬ ▬▬ ▬▬▬ ▬▬ ▬▬▬▬ ▬▬ ▬▬▬ ▬▬ ▬▬▬▬ ▬▬▬ ▬▬ ▬▬▬▬▬ ▬▬ ▬▬▬ ▬▬ ▬▬▬▬ ▬▬ ▬▬▬ ▬▬ ▬▬▬▬ ▬▬▬ ▬▬ ▬▬▬▬▬ ▬▬ ▬▬▬ ▬▬ ▬▬▬▬ ▬▬ ▬▬▬ ▬▬ ▬▬▬▬ ▬▬▬ ▬▬ ▬▬▬▬▬ ▬▬ ▬▬▬ ▬▬ ▬▬▬▬ ▬▬ ▬▬▬ ▬▬ ▬▬▬▬ ▬▬▬ ▬▬ ▬▬▬▬▬ ▬▬ ▬▬▬ ▬▬ ▬▬▬▬ ▬▬ ▬▬▬ ▬▬ ▬▬▬▬ ▬▬▬ ▬▬ ▬▬▬▬▬ ▬▬ ▬▬▬ ▬▬ ▬▬▬▬ ▬▬ ▬▬▬ ▬▬ ▬▬▬▬ ▬▬▬ ▬▬ ▬▬▬▬▬ ▬▬ ▬▬▬ ▬▬ ▬▬▬▬ ▬▬ ▬▬▬ ▬▬ ▬▬▬▬ ▬▬▬ ▬▬ ▬▬▬▬▬ ▬▬ ▬▬▬ ▬▬ ▬▬▬▬ ▬▬ ▬▬▬ ▬▬ ▬▬▬▬ ▬▬▬ ▬▬ ▬▬▬▬▬ ▬▬ ▬▬▬ ▬▬ ▬▬▬▬ ▬▬ ▬▬▬ ▬▬ ▬▬▬▬ ▬▬▬ ▬▬ ▬▬▬▬▬ ▬▬ ▬▬▬ ▬▬ ▬▬▬▬ ▬▬ ▬▬▬ ▬▬ ▬▬▬▬ ▬▬▬ ▬▬ ▬▬▬▬▬ [74,440,216,630]
col-rule [362,254,363,1364]
photo-credit-2: Cliché Petit Havre [752,1076,799,1082]
text-block: ▬▬ ▬▬▬ ▬▬ ▬▬▬▬ ▬▬ ▬▬▬ ▬▬ ▬▬▬▬ ▬▬▬ ▬▬ ▬▬▬▬▬ ▬▬ ▬▬▬ ▬▬ ▬▬▬▬ ▬▬ ▬▬▬ ▬▬ ▬▬▬▬ ▬▬▬ ▬▬ ▬▬▬▬▬ ▬▬ ▬▬▬ ▬▬ ▬▬▬▬ ▬▬ ▬▬▬ ▬▬ ▬▬▬▬ ▬▬▬ ▬▬ ▬▬▬▬▬ ▬▬ ▬▬▬ ▬▬ ▬▬▬▬ ▬▬ ▬▬▬ ▬▬ ▬▬▬▬ ▬▬▬ ▬▬ ▬▬▬▬▬ ▬▬ ▬▬▬ ▬▬ ▬▬▬▬ ▬▬ ▬▬▬ ▬▬ ▬▬▬▬ ▬▬▬ ▬▬ ▬▬▬▬▬ ▬▬ ▬▬▬ ▬▬ ▬▬▬▬ ▬▬ ▬▬▬ ▬▬ ▬▬▬▬ ▬▬▬ ▬▬ ▬▬▬▬▬ ▬▬ ▬▬▬ ▬▬ ▬▬▬▬ ▬▬ ▬▬▬ ▬▬ [660,838,706,1078]
text-block: ▬▬ ▬▬▬ ▬▬ ▬▬▬▬ ▬▬ ▬▬▬ ▬▬ ▬▬▬▬ ▬▬▬ ▬▬ ▬▬▬▬▬ ▬▬ ▬▬▬ ▬▬ ▬▬▬▬ ▬▬ ▬▬▬ ▬▬ ▬▬▬▬ ▬▬▬ ▬▬ ▬▬▬▬▬ ▬▬ ▬▬▬ ▬▬ ▬▬▬▬ ▬▬ ▬▬▬ ▬▬ ▬▬▬▬ ▬▬▬ ▬▬ ▬▬▬▬▬ ▬▬ ▬▬▬ ▬▬ ▬▬▬▬ ▬▬ ▬▬▬ ▬▬ ▬▬▬▬ ▬▬▬ ▬▬ ▬▬▬▬▬ [74,1070,216,1122]
ny-rows [76,340,362,370]
column-1 [74,406,216,1361]
ny-row: Fer [76,361,87,368]
col-rule [218,405,219,1365]
editor-line-1: Adresser tout ce qui concerne la Rédaction [802,131,946,139]
headline-barbezieux: TAMPONNEMENT EN GARE DE BARBEZIEUX [226,409,355,428]
chronique-header [510,258,800,301]
photo-caption-2: LE KIOSQUE DE L'AQUARIUM [705,1086,809,1093]
abo-cell: 6 Fr. [860,218,875,225]
admin-line-3: 35, Rue Fontenelle, 35 [119,150,195,158]
enquete-marine-subhead: L'Enquête sur la Marine [838,671,934,680]
editor-line-2: à M. HIPPOLYTE FENOUX [829,139,919,147]
abo-header-3m: TROIS MOIS [860,186,881,201]
text-block: ▬▬ ▬▬▬ ▬▬ ▬▬▬▬ ▬▬ ▬▬▬ ▬▬ ▬▬▬▬ ▬▬▬ ▬▬ ▬▬▬▬▬ ▬▬ ▬▬▬ ▬▬ ▬▬▬▬ ▬▬ ▬▬▬ ▬▬ ▬▬▬▬ ▬▬▬ ▬▬ ▬▬▬▬▬ ▬▬ ▬▬▬ ▬▬ ▬▬▬▬ ▬▬ ▬▬▬ ▬▬ ▬▬▬▬ ▬▬▬ ▬▬ ▬▬▬▬▬ ▬▬ ▬▬▬ ▬▬ ▬▬▬▬ ▬▬ ▬▬▬ ▬▬ ▬▬▬▬ ▬▬▬ ▬▬ ▬▬▬▬▬ [74,869,216,921]
headline-crise: LA CRISE ORIENTALE [384,259,485,269]
editor-name: HIPPOLYTE FENOUX [814,119,934,130]
text-block: ▬▬ ▬▬▬ ▬▬ ▬▬▬▬ ▬▬ ▬▬▬ ▬▬ ▬▬▬▬ ▬▬▬ ▬▬ ▬▬▬▬▬ ▬▬ ▬▬▬ ▬▬ ▬▬▬▬ ▬▬ ▬▬▬ ▬▬ ▬▬▬▬ ▬▬▬ ▬▬ ▬▬▬▬▬ [221,585,360,615]
headline-socialisme: Socialisme Révolutionnaire et Anarchie [371,373,498,418]
separator [396,366,473,367]
administrator-block [72,110,242,166]
column-6-bottom [806,690,958,1361]
depeches-title: DÉPÊCHES COMMERCIALES [116,302,318,315]
text-block: ▬▬ ▬▬▬ ▬▬ ▬▬▬▬ ▬▬ ▬▬▬ ▬▬ ▬▬▬▬ ▬▬▬ ▬▬ ▬▬▬▬▬ ▬▬ ▬▬▬ ▬▬ ▬▬▬▬ ▬▬ ▬▬▬ ▬▬ ▬▬▬▬ ▬▬▬ ▬▬ ▬▬▬▬▬ ▬▬ ▬▬▬ ▬▬ ▬▬▬▬ [74,1019,216,1049]
col-rule [802,254,803,1364]
editor-role: Rédacteur en Chef, Gérant [829,110,919,118]
subhead-albanie: En Albanie [413,270,456,279]
market-headers [76,326,362,334]
author-signature: ALBERT HERRENSCHMIDT. [862,513,958,521]
abo-cell: 40 » [930,226,944,233]
separator [251,559,330,560]
abo-cell: 20 Fr. [899,226,917,233]
admin-line-2: à M. O. RANDOLET [124,142,190,150]
newspaper-page [62,70,962,1368]
text-block: ▬▬ ▬▬▬ ▬▬ ▬▬▬▬ ▬▬ ▬▬▬ ▬▬ ▬▬▬▬ ▬▬▬ ▬▬ ▬▬▬▬▬ ▬▬ ▬▬▬ ▬▬ ▬▬▬▬ ▬▬ ▬▬▬ ▬▬ ▬▬▬▬ ▬▬▬ ▬▬ ▬▬▬▬▬ ▬▬ ▬▬▬ ▬▬ ▬▬▬▬ ▬▬ ▬▬▬ ▬▬ ▬▬▬▬ ▬▬▬ ▬▬ ▬▬▬▬▬ [221,826,360,863]
abo-header-1y: UN AN [930,186,941,201]
abo-header-6m: SIX MOIS [899,186,917,201]
nouvelles-politiques-title: Nouvelles Politiques [811,650,961,665]
abo-cell: 22 » [930,218,944,225]
column-4 [510,536,654,1361]
nouvelles-politiques-header [810,650,962,680]
separator [104,1053,186,1054]
top-info-line [70,86,954,106]
havre-text: Bureau du Journal, 112, boul. de Strasbourg. [77,193,228,208]
separator [251,464,330,465]
subhead-meru: Les dernières incidents [99,429,191,438]
headline-meru: LA SITUATION S'AGGRAVE A MÉRU [79,409,211,428]
annonces-title: ANNONCES [132,184,194,194]
headline-flandin: LA SUCCESSION DE M. FLANDIN [92,930,198,950]
separator [104,993,186,994]
edition-price: 5 Centimes — ÉDITION DU MATIN — 5 Centimes [358,89,661,103]
admin-line-4: Adresse Télégraphique : RANDOLET Havre [85,158,229,166]
kiosk-illustration [606,357,706,467]
admin-line-1: Adresser tout ce qui concerne l'Administration [79,134,235,142]
market-tables [76,326,362,396]
editor-line-3: 35, Rue Fontenelle, 35 [836,147,912,155]
abonnements-title: ABONNEMENTS [709,189,784,199]
abo-cell: 11 50 [899,218,917,225]
photo-credit-1: Cliché Petit Havre [742,508,789,514]
masthead [262,108,762,204]
separator [251,928,330,929]
paris-label: A PARIS [77,209,105,216]
headline-maroc: AU MAROC [264,814,316,825]
subhead-transfert: Le Transfert des prisonniers [89,630,201,640]
col-rule [656,538,657,1364]
headline-castro: L'EXPULSION DE CASTRO [230,617,351,628]
photo-square-saint-roch [517,326,794,508]
havre-label: AU HAVRE [77,193,114,200]
headline-congres: LE CONGRÈS NATIONAL DU PARTI SOCIALISTE [80,848,210,868]
column-2 [221,406,360,1361]
headline-meningite: LA MÉNINGITE CÉRÉBRO-SPINALE [229,564,352,584]
annonces-note: Le PETIT HAVRE est désigné pour les Annonces Judiciaires et légales [77,236,235,250]
ny-row: Cuivre [76,341,98,348]
text-block: ▬▬ ▬▬▬ ▬▬ ▬▬▬▬ ▬▬ ▬▬▬ ▬▬ ▬▬▬▬ ▬▬▬ ▬▬ ▬▬▬▬▬ ▬▬ ▬▬▬ ▬▬ ▬▬▬▬ ▬▬ ▬▬▬ ▬▬ ▬▬▬▬ ▬▬▬ ▬▬ ▬▬▬▬▬ ▬▬ ▬▬▬ ▬▬ ▬▬▬▬ ▬▬ ▬▬▬ ▬▬ ▬▬▬▬ ▬▬▬ ▬▬ ▬▬▬▬▬ ▬▬ ▬▬▬ ▬▬ ▬▬▬▬ ▬▬ ▬▬▬ ▬▬ ▬▬▬▬ ▬▬▬ ▬▬ ▬▬▬▬▬ ▬▬ ▬▬▬ ▬▬ ▬▬▬▬ ▬▬ ▬▬▬ ▬▬ ▬▬▬▬ ▬▬▬ ▬▬ ▬▬▬▬▬ ▬▬ ▬▬▬ ▬▬ ▬▬▬▬ ▬▬ ▬▬▬ ▬▬ ▬▬▬▬ ▬▬▬ ▬▬ ▬▬▬▬▬ ▬▬ ▬▬▬ ▬▬ ▬▬▬▬ ▬▬ ▬▬▬ ▬▬ ▬▬▬▬ ▬▬▬ ▬▬ ▬▬▬▬▬ [366,281,503,361]
chronique-title: Chronique Havraise [562,258,748,276]
col-rule [505,254,506,1364]
photo-caption-1: L'ancien Logis des Canards [595,518,719,528]
column-5-top [660,536,800,836]
derniere-heure-title: Dernière Heure [88,254,348,289]
kiosque-illustration [709,839,809,1074]
annonces-havre: AU HAVRE ...... Bureau du Journal, 112, boul. de Strasbourg. [77,193,228,208]
abo-cell: 10 » [860,226,874,233]
abo-cell: 9 Fr. [899,206,914,213]
headline-kaiser: LE VOYAGE DU KAISER EN ITALIE [229,872,352,892]
headline-mazamet: LA GRÈVE DE MAZAMET [88,1058,202,1069]
issue-number: 39° Année — N° 10.135 [70,89,214,103]
abonnements-box [702,182,956,250]
abo-row-label: Le Havre, la Seine-Inférieure, l'Eure, l'Oise et la Somme [709,202,857,217]
market-rule [76,400,360,401]
separator [251,809,330,810]
newyork-label: NEW-YORK, 10 AVRIL [76,326,156,334]
headline-tremblement: UNE SECOUSSE DE TREMBLEMENT DE TERRE [82,998,208,1018]
editor-block [790,110,958,171]
